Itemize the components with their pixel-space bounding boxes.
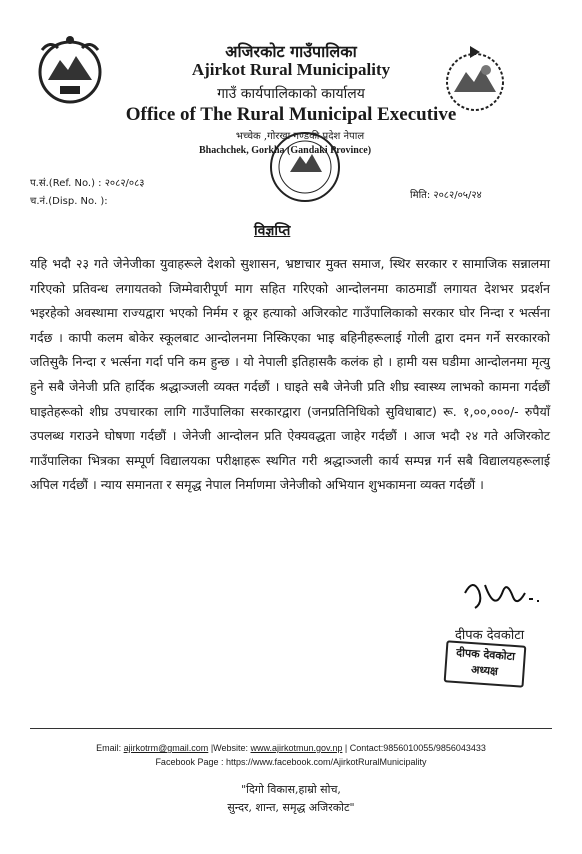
facebook-page: Facebook Page : https://www.facebook.com/AjirkotRuralMunicipality xyxy=(155,757,427,767)
signatory-name: दीपक देवकोटा xyxy=(455,628,525,643)
signature-icon xyxy=(455,573,550,623)
address-english: Bhachchek, Gorkha (Gandaki Province) xyxy=(198,145,372,156)
email-link[interactable]: ajirkotrm@gmail.com xyxy=(123,743,209,753)
office-name-nepali: गाउँ कार्यपालिकाको कार्यालय xyxy=(217,86,365,102)
municipality-name-english: Ajirkot Rural Municipality xyxy=(191,60,391,79)
municipality-name-nepali: अजिरकोट गाउँपालिका xyxy=(225,42,357,61)
slogan-line-2: सुन्दर, शान्त, समृद्ध अजिरकोट" xyxy=(227,801,355,814)
letter-date: मिति: २०८२/०५/२४ xyxy=(410,190,482,201)
address-nepali: भच्चेक ,गोरखा गण्डकी प्रदेश नेपाल xyxy=(235,131,365,142)
slogan-line-1: "दिगो विकास,हाम्रो सोच, xyxy=(241,783,341,796)
office-seal-icon xyxy=(268,130,343,205)
stamp-designation: अध्यक्ष xyxy=(470,663,499,678)
dispatch-number: च.नं.(Disp. No. ): xyxy=(30,196,108,207)
notice-body: यहि भदौ २३ गते जेनेजीका युवाहरूले देशको सुशासन, भ्रष्टाचार मुक्त समाज, स्थिर सरकार र सामाजिक सन्नालमा गरिएको प्रतिवन्ध लगायतको जिम्मेवारीपूर्ण माग सहित गरिएको आन्दोलनमा काठमाडौं लगायत देशभर प्रदर्शन भइरहेको अवस्थामा राज्यद्वारा भएको निर्मम र क्रूर हत्याको अजिरकोट गाउँपालिकाको सरकार घोर निन्दा र भर्त्सना गर्दछ । कापी कलम बोकेर स्कूलबाट आन्दोलनमा निस्किएका भाइ बहिनीहरूलाई गोली द्वारा दमन गर्ने सरकारको जतिसुकै निन्दा र भर्त्सना गर्दा पनि कम हुन्छ । यो नेपाली इतिहासकै कलंक हो । हामी यस घडीमा आन्दोलनमा मृत्यु हुने सबै जेनेजी प्रति हार्दिक श्रद्धाञ्जली व्यक्त गर्दछौं । घाइते सबै जेनेजी प्रति शीघ्र स्वास्थ्य लाभको कामना गर्दछौं घाइतेहरूको शीघ्र उपचारका लागि गाउँपालिका सरकारद्वारा (जनप्रतिनिधिको सुविधाबाट) रू. १,००,०००/- रुपैयाँ उपलब्ध गराउने घोषणा गर्दछौं । जेनेजी आन्दोलन प्रति ऐक्यवद्धता जाहेर गर्दछौं । आज भदौ २४ गते अजिरकोट गाउँपालिका भित्रका सम्पूर्ण विद्यालयका परीक्षाहरू स्थगित गरी श्रद्धाञ्जली कार्य सम्पन्न गर्न सबै विद्यालयहरूलाई अपिल गर्दछौं । न्याय समानता र समृद्ध नेपाल निर्माणमा जेनेजीको अभियान शुभकामना व्यक्त गर्दछौं । xyxy=(30,256,550,493)
reference-number: प.सं.(Ref. No.) : २०८२/०८३ xyxy=(30,178,145,189)
signatory-stamp xyxy=(444,640,527,687)
website-label: |Website: xyxy=(210,743,248,753)
office-name-english: Office of The Rural Municipal Executive xyxy=(125,104,457,125)
website-link[interactable]: www.ajirkotmun.gov.np xyxy=(250,743,343,753)
contact-numbers: | Contact:9856010055/9856043433 xyxy=(344,743,486,753)
footer-contact-line xyxy=(30,743,552,753)
stamp-name: दीपक देवकोटा xyxy=(455,645,516,664)
notice-heading: विज्ञप्ति xyxy=(254,223,291,239)
email-label: Email: xyxy=(96,743,122,753)
footer-divider xyxy=(30,728,552,729)
